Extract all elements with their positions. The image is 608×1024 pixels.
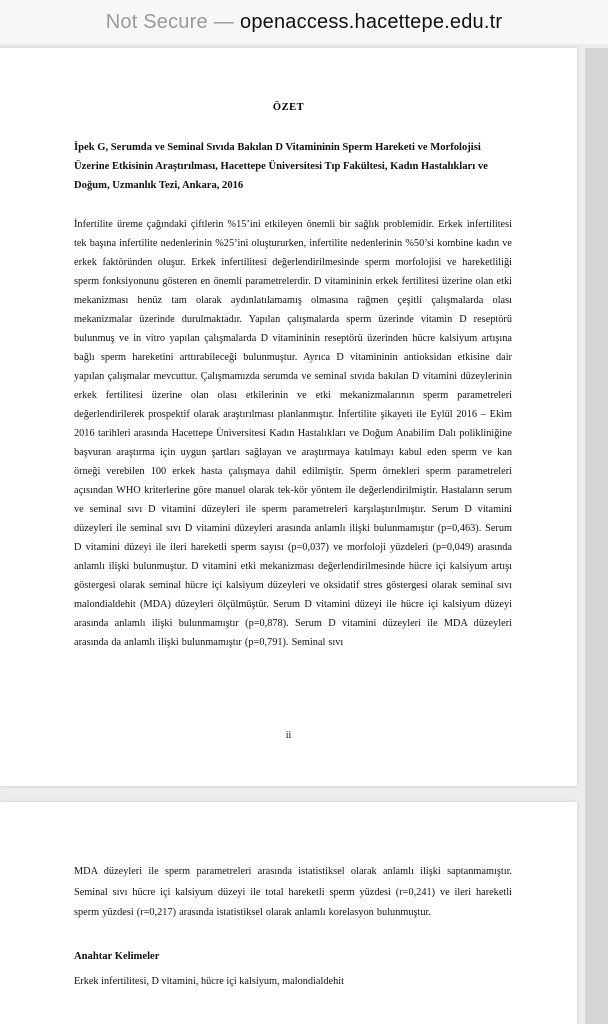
document-page-1 [0,48,577,786]
viewer-scroll-gutter [585,48,608,1024]
document-page-2 [0,802,577,1024]
keywords-heading: Anahtar Kelimeler [74,951,160,962]
abstract-continuation: MDA düzeyleri ile sperm parametreleri arasında istatistiksel olarak anlamlı ilişki saptanmamıştır. Seminal sıvı hücre içi kalsiyum düzeyi ile total hareketli sperm yüzdesi (r=0,241) ve ileri hareketli sperm yüzdesi (r=0,217) arasında istatistiksel olarak anlamlı korelasyon bulunmuştur. [74,866,512,918]
page-title: ÖZET [272,102,305,113]
page-number: ii [285,730,292,741]
abstract-paragraph: İnfertilite üreme çağındaki çiftlerin %15’ini etkileyen önemli bir sağlık problemidir. Erkek infertilitesi tek başına infertilite nedenlerinin %25’ini oluştururken, infertilite nedenlerinin %50’si kombine kadın ve erkek faktöründen oluşur. Erkek infertilitesi değerlendirilmesinde sperm morfolojisi ve hareketliliği sperm fonksiyonunu gösteren en önemli parametrelerdir. D vitamininin erkek fertilitesi üzerine olan etki mekanizması henüz tam olarak aydınlatılamamış olmasına rağmen çeşitli çalışmalarda olası mekanizmalar üzerinde durulmaktadır. Yapılan çalışmalarda sperm üzerinde vitamin D reseptörü bulunmuş ve in vitro yapılan çalışmalarda D vitamininin reseptörü üzerinden hücre kalsiyum artışına bağlı sperm hareketini arttırabileceği bulunmuştur. Ayrıca D vitamininin antioksidan etkisine dair yapılan çalışmalar mevcuttur. Çalışmamızda serumda ve seminal sıvıda bakılan D vitamini düzeylerinin erkek fertilitesi üzerine olan olası etkilerinin ve etki mekanizmalarının sperm parametreleri değerlendirilerek prospektif olarak araştırılması planlanmıştır. İnfertilite şikayeti ile Eylül 2016 – Ekim 2016 tarihleri arasında Hacettepe Üniversitesi Kadın Hastalıkları ve Doğum Anabilim Dalı polikliniğine başvuran araştırma için uygun şartları sağlayan ve araştırmaya katılmayı kabul eden sperm ve kan örneği verebilen 100 erkek hasta çalışmaya dahil edilmiştir. Sperm örnekleri sperm parametreleri açısından WHO kriterlerine göre manuel olarak tek-kör yöntem ile değerlendirilmiştir. Hastaların serum ve seminal sıvı D vitamini düzeyleri ile sperm parametreleri karşılaştırılmıştır. Serum D vitamini düzeyleri ile seminal sıvı D vitamini düzeyleri arasında anlamlı ilişki bulunmamıştır (p=0,463). Serum D vitamini düzeyi ile ileri hareketli sperm sayısı (p=0,037) ve morfoloji yüzdeleri (p=0,049) arasında anlamlı ilişki bulunmuştur. D vitamini etki mekanizması değerlendirilmesinde hücre içi kalsiyum artışı göstergesi olarak seminal hücre içi kalsiyum düzeyleri ve oksidatif stres göstergesi olarak seminal sıvı malondialdehit (MDA) düzeyleri ölçülmüştür. Serum D vitamini düzeyi ile hücre içi kalsiyum düzeyi arasında anlamlı ilişki bulunmamıştır (p=0,878). Serum D vitamini düzeyleri ile MDA düzeyleri arasında da anlamlı ilişki bulunmamıştır (p=0,791). Seminal sıvı [74,219,512,648]
address-bar[interactable] [0,0,608,44]
url-host: openaccess.hacettepe.edu.tr [240,10,503,33]
address-separator: — [213,10,234,33]
thesis-citation: İpek G, Serumda ve Seminal Sıvıda Bakılan D Vitamininin Sperm Hareketi ve Morfolojisi Üzerine Etkisinin Araştırılması, Hacettepe Üniversitesi Tıp Fakültesi, Kadın Hastalıkları ve Doğum, Uzmanlık Tezi, Ankara, 2016 [74,142,488,191]
keywords-list: Erkek infertilitesi, D vitamini, hücre içi kalsiyum, malondialdehit [74,976,344,987]
security-label: Not Secure [105,10,208,33]
